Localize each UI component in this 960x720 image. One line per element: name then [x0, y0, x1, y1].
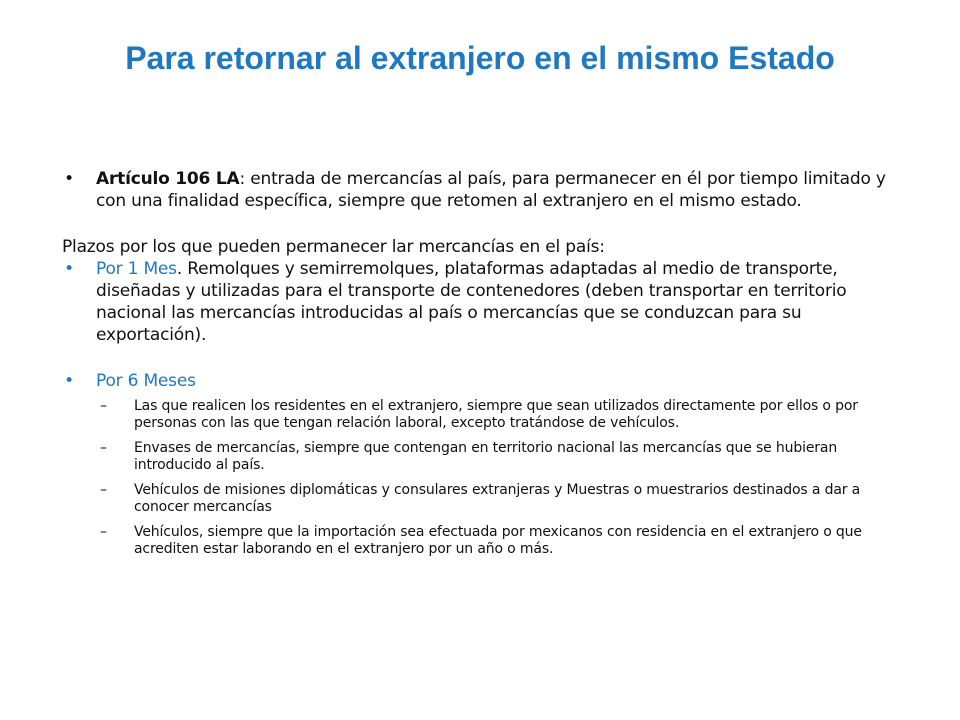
por-1-mes-label: Por 1 Mes: [96, 259, 177, 279]
dash-icon: –: [100, 398, 107, 414]
list-item: [96, 524, 914, 558]
list-item: [96, 440, 914, 474]
article-reference: Artículo 106 LA: [96, 169, 240, 189]
slide-title: Para retornar al extranjero en el mismo Estado: [125, 40, 835, 76]
por-6-meses-list: [96, 398, 914, 558]
bullet-dot-icon: •: [64, 169, 74, 189]
list-item-text: Vehículos, siempre que la importación sea efectuada por mexicanos con residencia en el extranjero o que acrediten estar laborando en el extranjero por un año o más.: [134, 524, 862, 557]
list-item-text: Envases de mercancías, siempre que contengan en territorio nacional las mercancías que se hubieran introducido al país.: [134, 440, 838, 473]
bullet-por-6-meses: [62, 370, 914, 392]
plazos-heading: Plazos por los que pueden permanecer lar mercancías en el país:: [62, 237, 605, 257]
dash-icon: –: [100, 524, 107, 540]
list-item: [96, 482, 914, 516]
article-description: : entrada de mercancías al país, para permanecer en él por tiempo limitado y con una finalidad específica, siempre que retomen al extranjero en el mismo estado.: [96, 169, 886, 211]
list-item-text: Vehículos de misiones diplomáticas y consulares extranjeras y Muestras o muestrarios destinados a dar a conocer mercancías: [134, 482, 861, 515]
list-item-text: Las que realicen los residentes en el extranjero, siempre que sean utilizados directamente por ellos o por personas con las que tengan relación laboral, excepto tratándose de vehículos.: [134, 398, 858, 431]
por-1-mes-text: . Remolques y semirremolques, plataformas adaptadas al medio de transporte, diseñadas y utilizadas para el transporte de contenedores (deben transportar en territorio nacional las mercancías introducidas al país o mercancías que se conduzcan para su exportación).: [96, 259, 847, 345]
por-6-meses-label: Por 6 Meses: [96, 371, 196, 391]
bullet-dot-icon: •: [64, 259, 74, 279]
bullet-por-1-mes: [62, 258, 914, 346]
dash-icon: –: [100, 482, 107, 498]
bullet-articulo-106: [62, 168, 914, 212]
dash-icon: –: [100, 440, 107, 456]
bullet-dot-icon: •: [64, 371, 74, 391]
slide-body: [62, 168, 914, 566]
list-item: [96, 398, 914, 432]
